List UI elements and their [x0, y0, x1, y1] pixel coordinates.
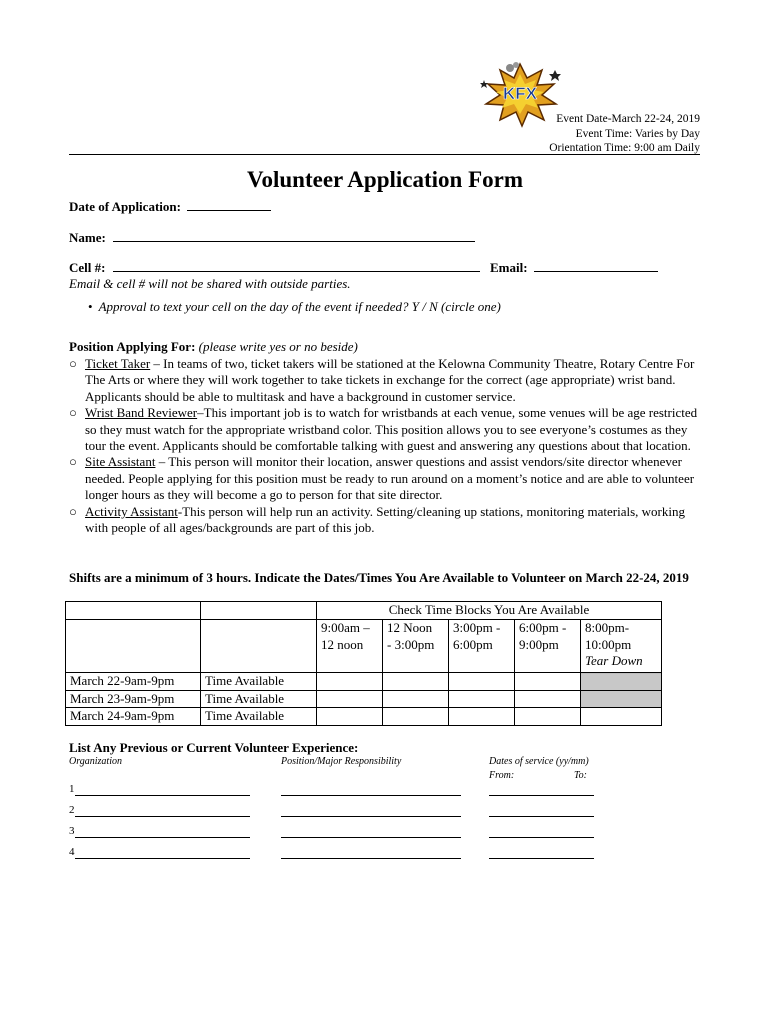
block-line2: 6:00pm	[453, 636, 493, 652]
time-block-header	[317, 620, 383, 673]
time-block-header	[515, 620, 581, 673]
col-position: Position/Major Responsibility	[281, 756, 402, 767]
position-item	[69, 454, 701, 503]
block-line3: Tear Down	[585, 653, 643, 668]
table-row	[66, 690, 662, 708]
date-of-application-row	[69, 198, 271, 215]
block-line1: 6:00pm -	[519, 620, 567, 635]
table-cell	[66, 602, 201, 620]
header-divider	[69, 154, 700, 155]
position-item	[69, 504, 701, 537]
availability-cell[interactable]	[449, 708, 515, 726]
form-title: Volunteer Application Form	[246, 167, 523, 192]
shifts-table	[65, 601, 662, 726]
position-name: Activity Assistant	[85, 503, 178, 519]
radio-circle-icon[interactable]: ○	[69, 405, 77, 421]
event-time: Event Time: Varies by Day	[575, 127, 700, 140]
col-dates: Dates of service (yy/mm)	[489, 756, 589, 767]
time-block-header	[383, 620, 449, 673]
shift-date: March 22-9am-9pm	[66, 673, 201, 691]
availability-cell[interactable]	[317, 673, 383, 691]
availability-cell[interactable]	[383, 708, 449, 726]
availability-cell[interactable]	[515, 708, 581, 726]
table-row	[66, 673, 662, 691]
orientation-time: Orientation Time: 9:00 am Daily	[549, 142, 700, 154]
bullet-icon: •	[88, 299, 93, 314]
availability-cell[interactable]	[317, 708, 383, 726]
email-row	[490, 259, 658, 276]
shift-label: Time Available	[201, 708, 317, 726]
col-to: To:	[574, 770, 587, 781]
radio-circle-icon[interactable]: ○	[69, 503, 77, 519]
availability-cell[interactable]	[515, 690, 581, 708]
dates-field[interactable]	[489, 816, 594, 817]
organization-field[interactable]	[75, 816, 250, 817]
radio-circle-icon[interactable]: ○	[69, 454, 77, 470]
position-field[interactable]	[281, 837, 461, 838]
logo-text: KFX	[503, 84, 537, 103]
position-name: Wrist Band Reviewer	[85, 405, 198, 421]
text-approval-item	[88, 299, 501, 315]
dates-field[interactable]	[489, 858, 594, 859]
shift-date: March 23-9am-9pm	[66, 690, 201, 708]
availability-cell-shaded[interactable]	[581, 673, 662, 691]
table-cell	[66, 620, 201, 673]
availability-cell[interactable]	[581, 708, 662, 726]
organization-field[interactable]	[75, 858, 250, 859]
col-organization: Organization	[69, 756, 122, 767]
time-block-header	[581, 620, 662, 673]
availability-cell[interactable]	[383, 673, 449, 691]
name-label: Name:	[69, 230, 106, 245]
col-from: From:	[489, 770, 515, 781]
experience-row-number: 4	[69, 846, 75, 858]
block-line2: - 3:00pm	[387, 636, 435, 652]
table-cell	[201, 602, 317, 620]
position-field[interactable]	[281, 795, 461, 796]
block-line2: 10:00pm	[585, 636, 632, 652]
block-line1: 9:00am –	[321, 620, 370, 635]
position-item	[69, 405, 701, 454]
event-date: Event Date-March 22-24, 2019	[556, 113, 700, 125]
radio-circle-icon[interactable]: ○	[69, 356, 77, 371]
position-field[interactable]	[281, 816, 461, 817]
position-field[interactable]	[281, 858, 461, 859]
availability-cell[interactable]	[317, 690, 383, 708]
position-desc: – This person will monitor their location, answer questions and assist vendors/site director whenever needed. People applying for this position must be ready to run around on a moment’s notice and are able to volunteer longer hours as they will become a go to person for that site director.	[85, 454, 695, 503]
block-line2: 12 noon	[321, 636, 364, 652]
privacy-note: Email & cell # will not be shared with outside parties.	[69, 276, 351, 291]
check-time-header: Check Time Blocks You Are Available	[317, 602, 662, 620]
event-info	[549, 112, 700, 156]
position-name: Site Assistant	[85, 454, 156, 470]
cell-row	[69, 259, 480, 276]
positions-list	[69, 356, 701, 536]
availability-cell[interactable]	[515, 673, 581, 691]
email-field[interactable]	[534, 259, 658, 272]
text-approval-text[interactable]: Approval to text your cell on the day of the event if needed? Y / N (circle one)	[98, 299, 501, 314]
email-label: Email:	[490, 260, 528, 275]
dates-field[interactable]	[489, 795, 594, 796]
date-field[interactable]	[187, 198, 271, 211]
table-cell	[201, 620, 317, 673]
shift-label: Time Available	[201, 690, 317, 708]
positions-heading	[69, 339, 358, 355]
shifts-heading: Shifts are a minimum of 3 hours. Indicate the Dates/Times You Are Available to Volunteer on March 22-24, 2019	[69, 570, 689, 585]
table-row	[66, 708, 662, 726]
positions-heading-note: (please write yes or no beside)	[198, 339, 358, 354]
positions-heading-label: Position Applying For:	[69, 339, 196, 354]
cell-label: Cell #:	[69, 260, 106, 275]
availability-cell[interactable]	[449, 673, 515, 691]
organization-field[interactable]	[75, 837, 250, 838]
date-label: Date of Application:	[69, 199, 181, 214]
table-header-row	[66, 602, 662, 620]
block-line1: 8:00pm-	[585, 620, 630, 635]
availability-cell[interactable]	[449, 690, 515, 708]
experience-heading: List Any Previous or Current Volunteer Experience:	[69, 740, 359, 755]
position-desc: -This person will help run an activity. Setting/cleaning up stations, monitoring materials, working with people of all ages/backgrounds are part of this job.	[85, 503, 685, 536]
name-row	[69, 229, 475, 246]
dates-field[interactable]	[489, 837, 594, 838]
block-line2: 9:00pm	[519, 636, 559, 652]
position-name: Ticket Taker	[85, 356, 151, 371]
cell-field[interactable]	[113, 259, 480, 272]
name-field[interactable]	[113, 229, 475, 242]
position-item	[69, 356, 701, 405]
experience-row-number: 3	[69, 825, 75, 837]
organization-field[interactable]	[75, 795, 250, 796]
experience-row-number: 2	[69, 804, 75, 816]
shift-date: March 24-9am-9pm	[66, 708, 201, 726]
position-desc: – In teams of two, ticket takers will be stationed at the Kelowna Community Theatre, Rotary Centre For The Arts or where they will work together to take tickets in exchange for the correct (age appropriate) wrist band. Applicants should be able to multitask and have a background in customer service.	[85, 356, 695, 404]
availability-cell[interactable]	[383, 690, 449, 708]
time-blocks-row	[66, 620, 662, 673]
block-line1: 3:00pm -	[453, 620, 501, 635]
time-block-header	[449, 620, 515, 673]
experience-row-number: 1	[69, 783, 75, 795]
block-line1: 12 Noon	[387, 620, 433, 635]
availability-cell-shaded[interactable]	[581, 690, 662, 708]
shift-label: Time Available	[201, 673, 317, 691]
position-desc: –This important job is to watch for wristbands at each venue, some venues will be age restricted so they must watch for the appropriate wristband color. This position allows you to see everyone’s costumes as they tour the event. Applicants should be comfortable talking with guest and answering any questions about that location.	[85, 405, 698, 454]
